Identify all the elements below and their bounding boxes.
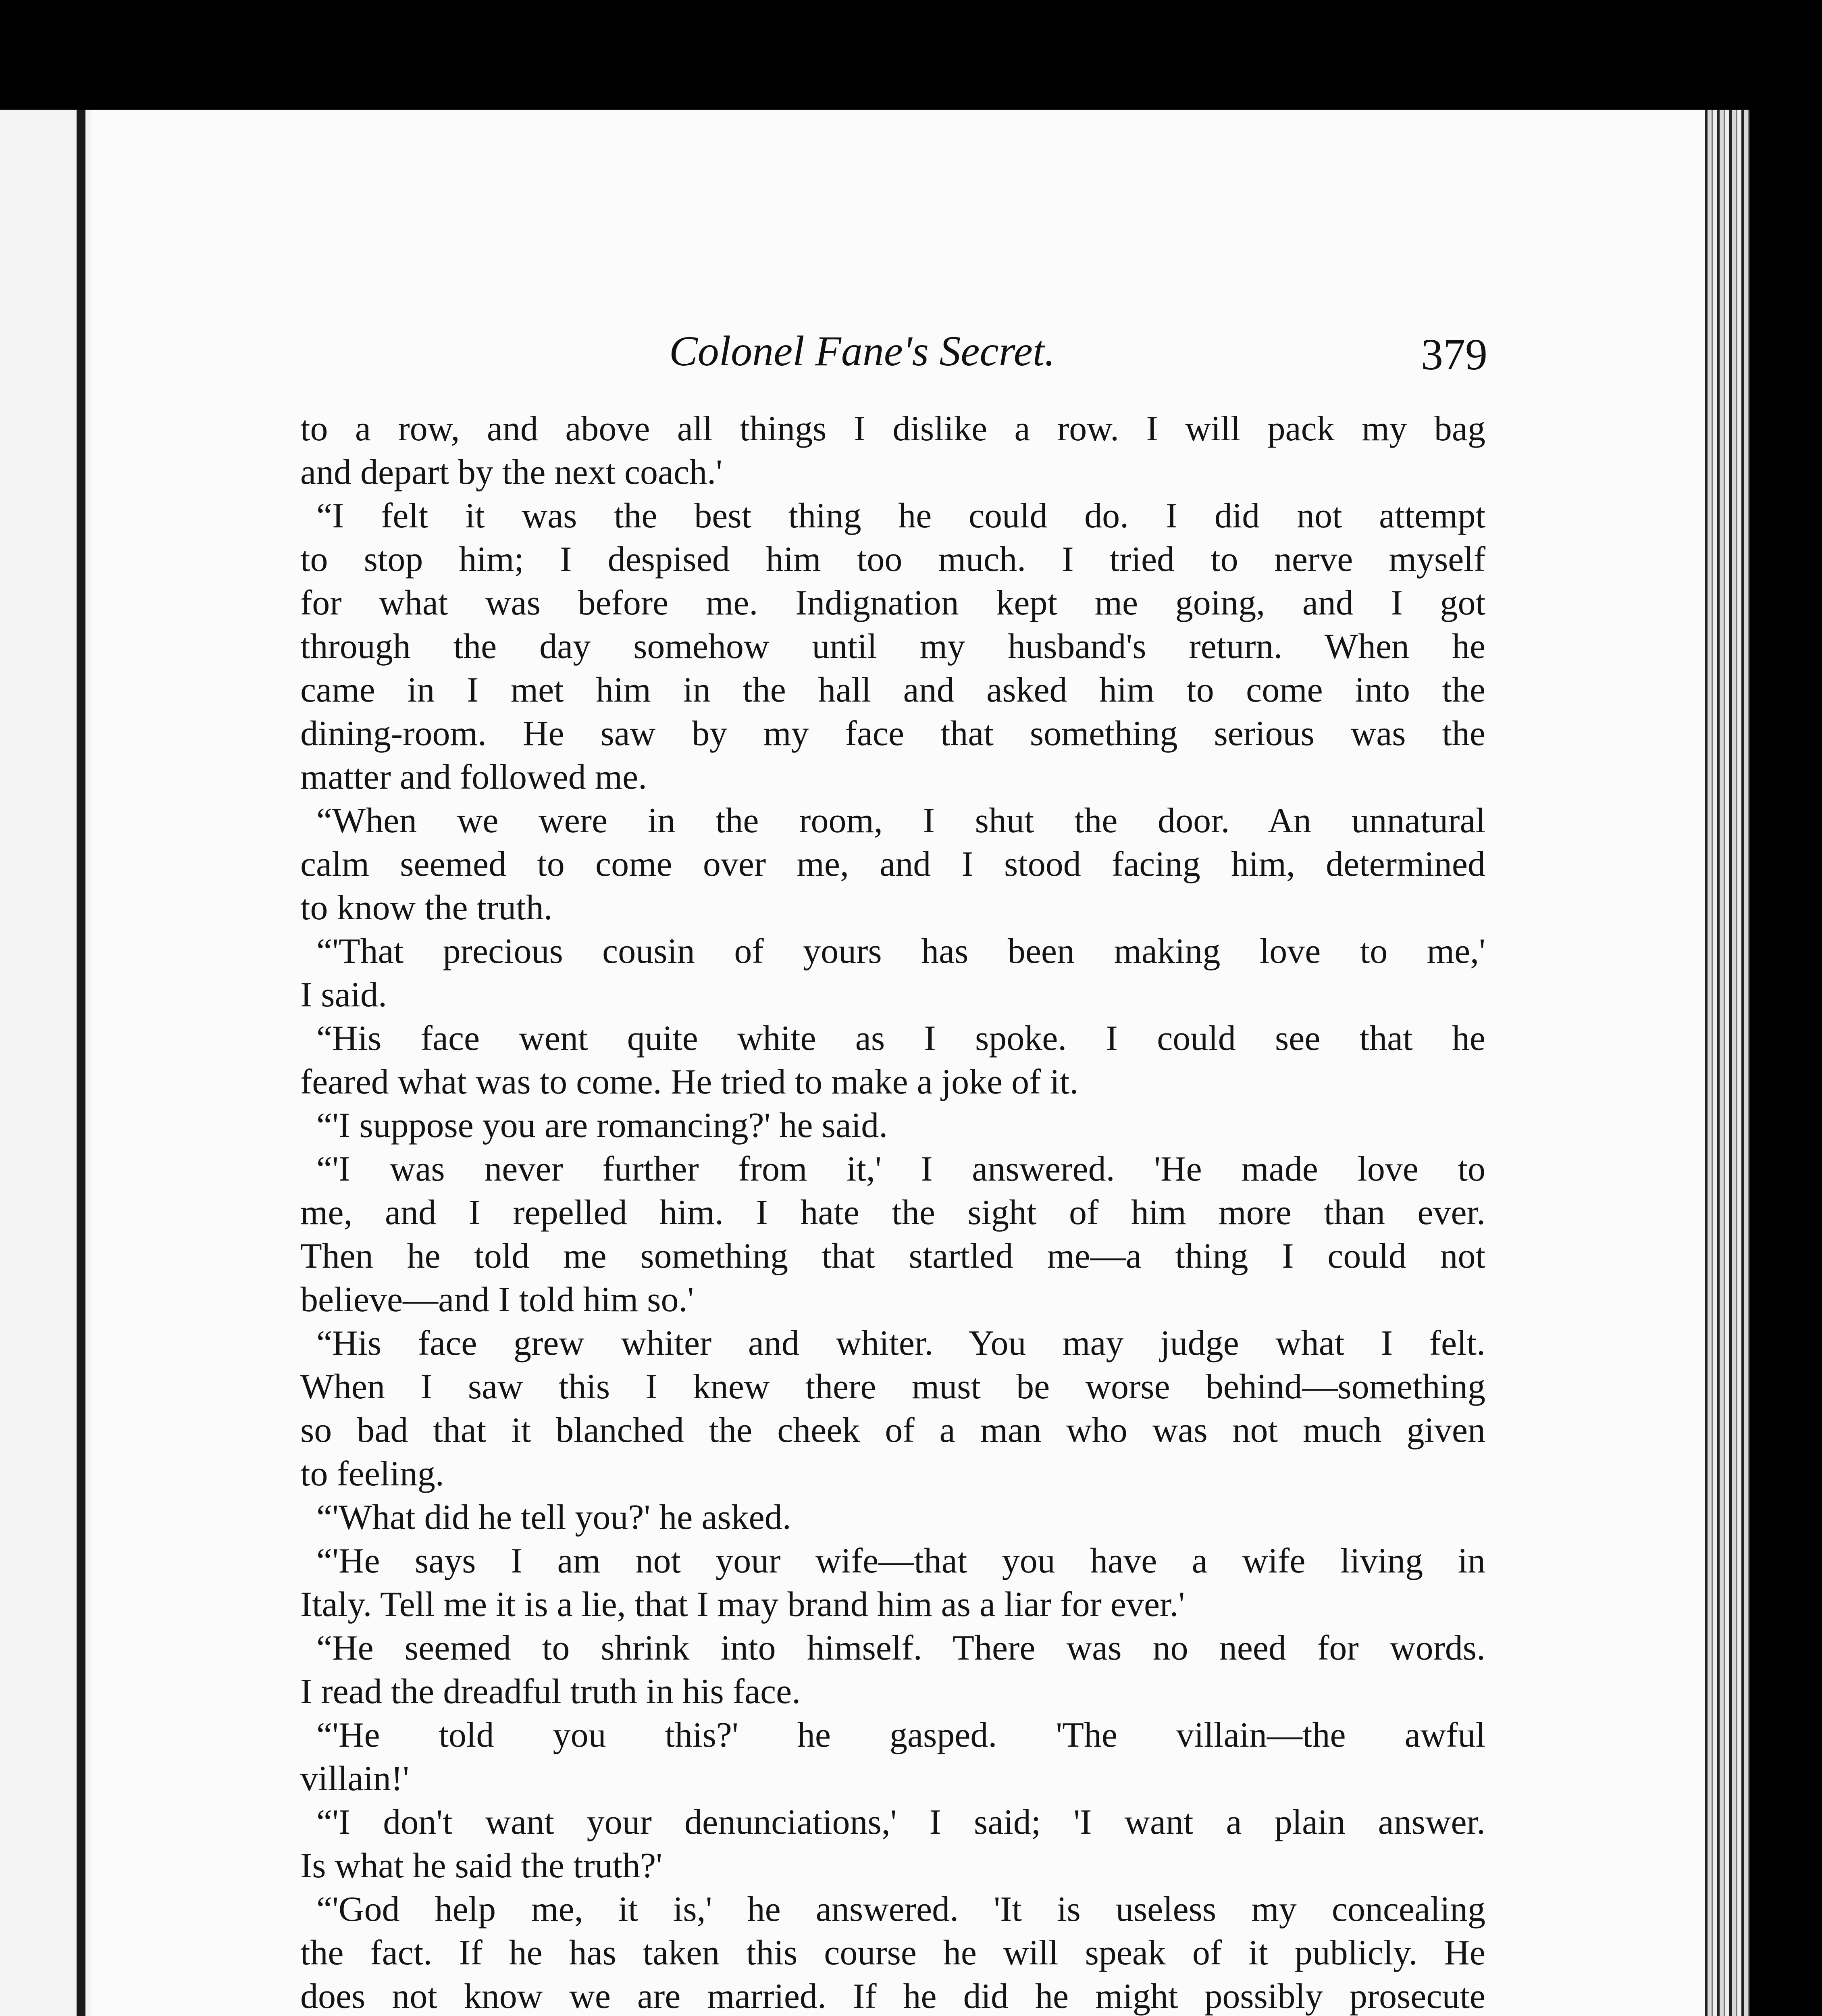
text-line: calm seemed to come over me, and I stood facing him, determined [300, 845, 1485, 884]
text-line: so bad that it blanched the cheek of a man who was not much given [300, 1411, 1485, 1450]
running-title: Colonel Fane's Secret. [669, 327, 1055, 375]
text-line: “'I don't want your denunciations,' I said; 'I want a plain answer. [316, 1803, 1485, 1842]
text-line: villain!' [300, 1759, 410, 1798]
book-gutter [77, 110, 85, 2016]
text-line: believe—and I told him so.' [300, 1280, 694, 1319]
text-line: matter and followed me. [300, 758, 647, 797]
text-line: Is what he said the truth?' [300, 1846, 663, 1885]
text-line: I said. [300, 975, 387, 1014]
text-line: “When we were in the room, I shut the door. An unnatural [316, 801, 1485, 840]
text-line: feared what was to come. He tried to make a joke of it. [300, 1062, 1079, 1102]
text-line: to stop him; I despised him too much. I tried to nerve myself [300, 540, 1485, 579]
text-line: and depart by the next coach.' [300, 453, 722, 492]
page-number: 379 [1421, 330, 1487, 379]
text-line: to know the truth. [300, 888, 553, 927]
text-line: “'That precious cousin of yours has been making love to me,' [316, 932, 1485, 971]
text-line: “'He told you this?' he gasped. 'The villain—the awful [316, 1716, 1485, 1755]
text-line: Italy. Tell me it is a lie, that I may brand him as a liar for ever.' [300, 1585, 1185, 1624]
text-line: to a row, and above all things I dislike a row. I will pack my bag [300, 409, 1485, 448]
text-line: for what was before me. Indignation kept me going, and I got [300, 583, 1485, 623]
text-line: does not know we are married. If he did he might possibly prosecute [300, 1977, 1485, 2016]
text-line: came in I met him in the hall and asked him to come into the [300, 671, 1485, 710]
text-line: through the day somehow until my husband's return. When he [300, 627, 1485, 666]
page-header [669, 327, 1487, 391]
text-line: “'I suppose you are romancing?' he said. [316, 1106, 888, 1145]
text-line: “'I was never further from it,' I answered. 'He made love to [316, 1150, 1485, 1189]
text-line: dining-room. He saw by my face that something serious was the [300, 714, 1485, 753]
text-line: me, and I repelled him. I hate the sight of him more than ever. [300, 1193, 1485, 1232]
text-line: to feeling. [300, 1454, 444, 1493]
body-text [300, 407, 1485, 2016]
text-line: “'What did he tell you?' he asked. [316, 1498, 791, 1537]
text-line: “His face grew whiter and whiter. You may judge what I felt. [316, 1324, 1485, 1363]
page-stack-edge [1705, 110, 1749, 2016]
text-line: I read the dreadful truth in his face. [300, 1672, 801, 1711]
text-line: the fact. If he has taken this course he will speak of it publicly. He [300, 1933, 1485, 1972]
text-line: “I felt it was the best thing he could do. I did not attempt [316, 496, 1485, 535]
text-line: “He seemed to shrink into himself. There was no need for words. [316, 1629, 1485, 1668]
text-line: When I saw this I knew there must be worse behind—something [300, 1367, 1485, 1406]
text-line: Then he told me something that startled me—a thing I could not [300, 1237, 1485, 1276]
text-line: “'God help me, it is,' he answered. 'It is useless my concealing [316, 1890, 1485, 1929]
text-line: “His face went quite white as I spoke. I could see that he [316, 1019, 1485, 1058]
text-line: “'He says I am not your wife—that you have a wife living in [316, 1541, 1485, 1581]
